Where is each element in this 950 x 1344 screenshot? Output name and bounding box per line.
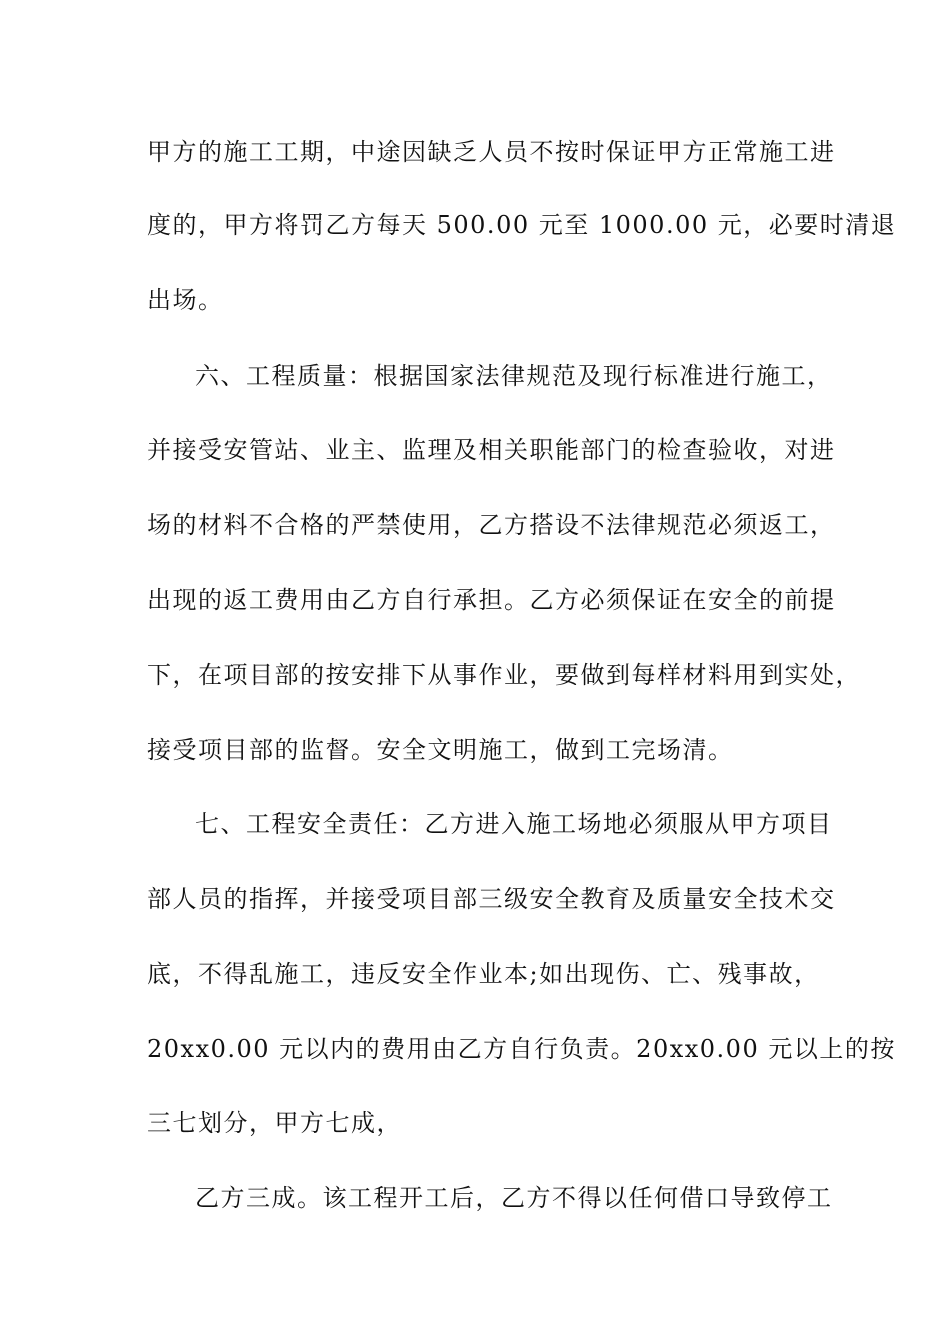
text-line: 部人员的指挥，并接受项目部三级安全教育及质量安全技术交 xyxy=(147,885,836,913)
paragraph-start-line: 乙方三成。该工程开工后，乙方不得以任何借口导致停工 xyxy=(195,1184,833,1212)
text-line: 三七划分，甲方七成， xyxy=(147,1109,402,1137)
text-line: 度的，甲方将罚乙方每天 500.00 元至 1000.00 元，必要时清退 xyxy=(147,211,897,239)
text-line: 底，不得乱施工，违反安全作业本;如出现伤、亡、残事故， xyxy=(147,960,820,988)
text-line: 下，在项目部的按安排下从事作业，要做到每样材料用到实处， xyxy=(147,661,861,689)
text-line: 甲方的施工工期，中途因缺乏人员不按时保证甲方正常施工进 xyxy=(147,138,836,166)
text-line: 场的材料不合格的严禁使用，乙方搭设不法律规范必须返工， xyxy=(147,511,836,539)
text-line: 出场。 xyxy=(147,286,224,314)
paragraph-start-line: 七、工程安全责任：乙方进入施工场地必须服从甲方项目 xyxy=(195,810,833,838)
text-line: 接受项目部的监督。安全文明施工，做到工完场清。 xyxy=(147,736,734,764)
text-line: 20xx0.00 元以内的费用由乙方自行负责。20xx0.00 元以上的按 xyxy=(147,1035,896,1063)
text-line: 并接受安管站、业主、监理及相关职能部门的检查验收，对进 xyxy=(147,436,836,464)
text-line: 出现的返工费用由乙方自行承担。乙方必须保证在安全的前提 xyxy=(147,586,836,614)
paragraph-start-line: 六、工程质量：根据国家法律规范及现行标准进行施工， xyxy=(195,362,833,390)
